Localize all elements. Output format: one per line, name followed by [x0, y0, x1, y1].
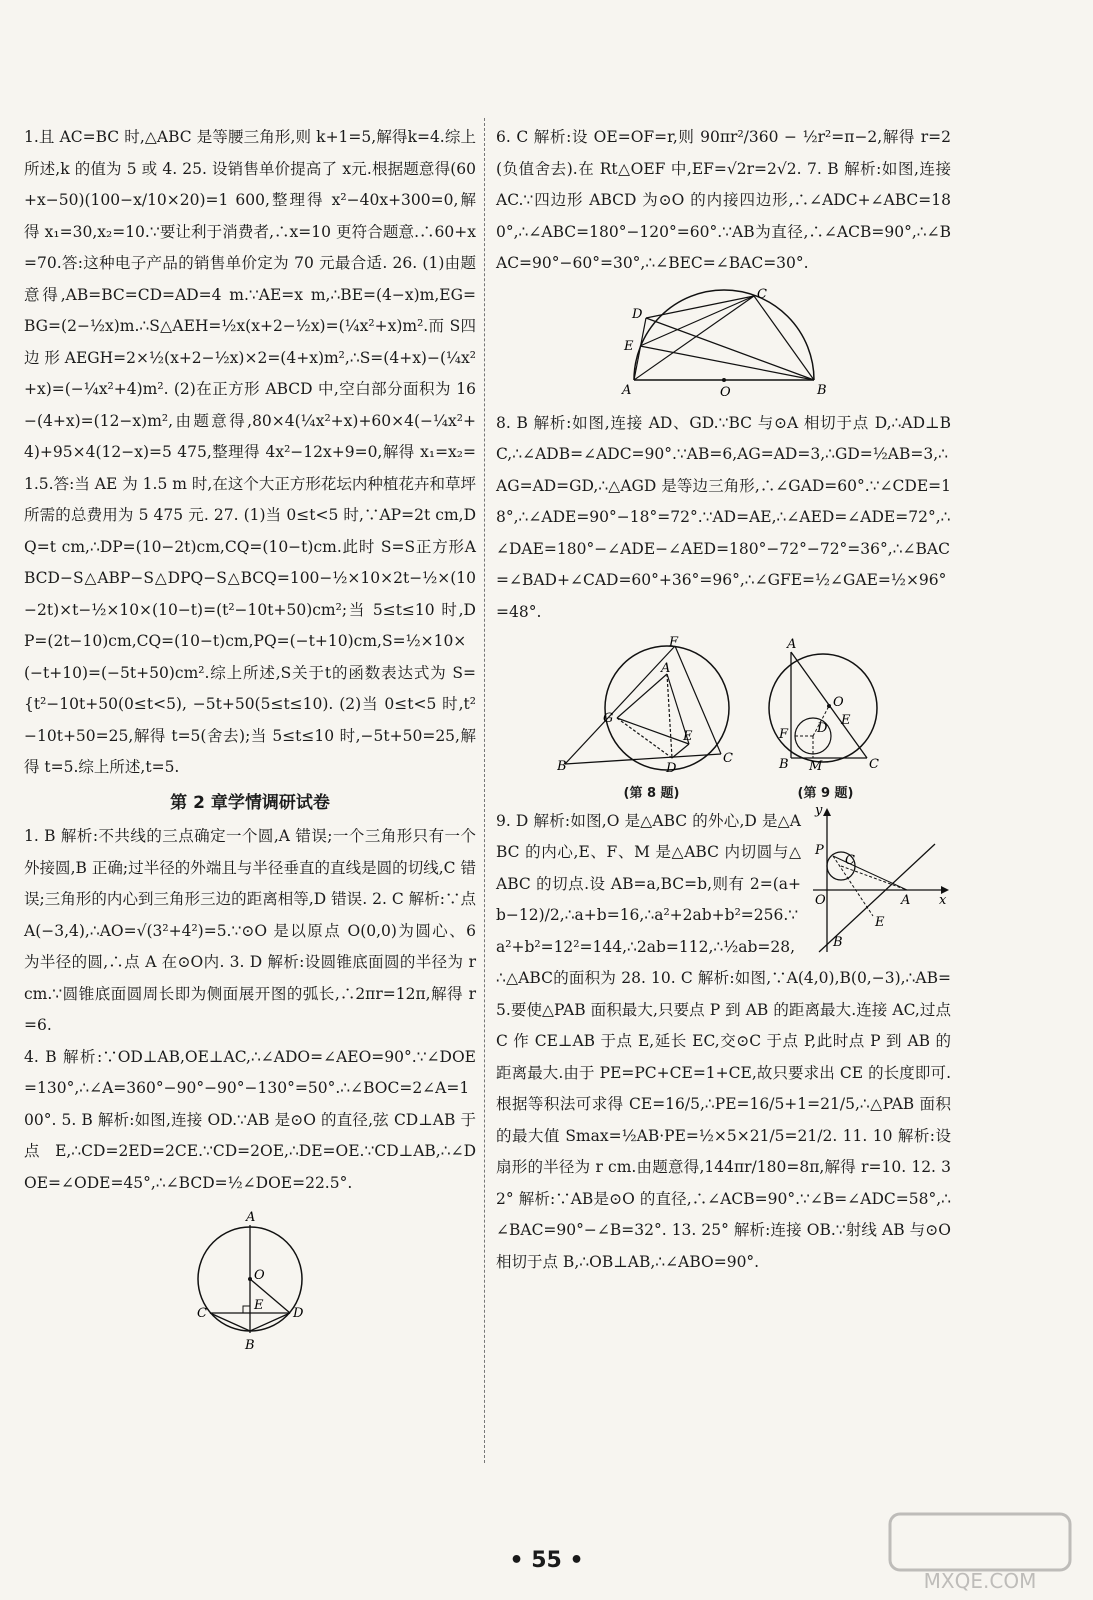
- section-heading: 第 2 章学情调研试卷: [170, 792, 330, 813]
- svg-text:D: D: [631, 306, 642, 322]
- svg-text:C: C: [845, 852, 855, 868]
- svg-text:M: M: [808, 759, 822, 774]
- answer-text-block: 8. B 解析:如图,连接 AD、GD.∵BC 与⊙A 相切于点 D,∴AD⊥BC,∴∠ADB=∠ADC=90°.∵AB=6,AG=AD=3,∴GD=½AB=3,∴AG=AD=GD,∴△AGD 是等边三角形,∴∠GAD=60°.∵∠CDE=18°,∴∠ADE=90°−18°=72°.∵AD=AE,∴∠AED=∠ADE=72°,∴∠DAE=180°−∠ADE−∠AED=180°−72°−72°=36°,∴∠BAC=∠BAD+∠CAD=60°+36°=96°,∴∠GFE=½∠GAE=½×96°=48°.: [496, 413, 951, 621]
- answer-text-block: 4. B 解析:∵OD⊥AB,OE⊥AC,∴∠ADO=∠AEO=90°.∵∠DOE=130°,∴∠A=360°−90°−90°−130°=50°.∴∠BOC=2∠A=100°. 5. B 解析:如图,连接 OD.∵AB 是⊙O 的直径,弦 CD⊥AB 于点 E,∴CD=2ED=2CE.∵CD=2OE,∴DE=OE.∵CD⊥AB,∴∠DOE=∠ODE=45°,∴∠BCD=½∠DOE=22.5°.: [24, 1047, 476, 1192]
- figure-q10: [811, 806, 951, 956]
- figure-q9: [761, 634, 891, 774]
- svg-text:B: B: [245, 1338, 255, 1353]
- svg-text:y: y: [815, 805, 823, 818]
- figure-q7: [614, 288, 834, 400]
- figure-caption: (第 8 题): [623, 785, 680, 801]
- figure-row-q8-q9: [496, 634, 951, 802]
- svg-text:x: x: [939, 892, 947, 908]
- svg-text:B: B: [778, 757, 789, 772]
- answer-text-block: 1.且 AC=BC 时,△ABC 是等腰三角形,则 k+1=5,解得k=4.综上所述,k 的值为 5 或 4. 25. 设销售单价提高了 x元.根据题意得(60+x−50)(100−x/10×20)=1 600,整理得 x²−40x+300=0,解得 x₁=30,x₂=10.∵要让利于消费者,∴x=10 更符合题意.∴60+x=70.答:这种电子产品的销售单价定为 70 元最合适. 26. (1)由题意得,AB=BC=CD=AD=4 m.∵AE=x m,∴BE=(4−x)m,EG=BG=(2−½x)m.∴S△AEH=½x(x+2−½x)=(¼x²+x)m².而 S四边形AEGH=2×½(x+2−½x)×2=(4+x)m²,∴S=(4+x)−(¼x²+x)=(−¼x²+4)m². (2)在正方形 ABCD 中,空白部分面积为 16−(4+x)=(12−x)m²,由题意得,80×4(¼x²+x)+60×4(−¼x²+4)+95×4(12−x)=5 475,整理得 4x²−12x+9=0,解得 x₁=x₂=1.5.答:当 AE 为 1.5 m 时,在这个大正方形花坛内种植花卉和草坪所需的总费用为 5 475 元. 27. (1)当 0≤t<5 时,∵AP=2t cm,DQ=t cm,∴DP=(10−2t)cm,CQ=(10−t)cm.此时 S=S正方形ABCD−S△ABP−S△DPQ−S△BCQ=100−½×10×2t−½×(10−2t)×t−½×10×(10−t)=(t²−10t+50)cm²;当 5≤t≤10 时,DP=(2t−10)cm,CQ=(10−t)cm,PQ=(−t+10)cm,S=½×10×(−t+10)=(−5t+50)cm².综上所述,S关于t的函数表达式为 S={t²−10t+50(0≤t<5), −5t+50(5≤t≤10). (2)当 0≤t<5 时,t²−10t+50=25,解得 t=5(舍去);当 5≤t≤10 时,−5t+50=25,解得 t=5.综上所述,t=5.: [24, 128, 476, 776]
- svg-text:O: O: [832, 695, 844, 710]
- svg-text:B: B: [556, 759, 567, 774]
- svg-text:G: G: [602, 711, 613, 726]
- svg-text:P: P: [815, 842, 824, 858]
- svg-text:F: F: [668, 635, 678, 650]
- svg-text:B: B: [833, 934, 843, 950]
- answer-text-inline: 9. D 解析:如图,O 是△ABC 的外心,D 是△ABC 的内心,E、F、M 是△ABC 内切圆与△ABC 的切点.设 AB=a,BC=b,则有 2=(a+b−12)/2,∴a+b=16,∴a²+2ab+b²=256.∵a²+b²=12²=144,∴2ab=112,∴½ab=28,∴△ABC的面积为 28. 10. C 解析:如图,∵A(4,0),B(0,−3),∴AB=5.要使△PAB 面积最大,只要点 P 到 AB 的距离最大.连接 AC,过点 C 作 CE⊥AB 于点 E,延长 EC,交⊙C 于点 P,此时点 P 到 AB 的距离最大.由于 PE=PC+CE=1+CE,故只要求出 CE 的长度即可.根据等积法可求得 CE=16/5,∴PE=16/5+1=21/5,∴△PAB 面积的最大值 Smax=½AB·PE=½×5×21/5=21/2. 11. 10 解析:设扇形的半径为 r cm.由题意得,144πr/180=8π,解得 r=10. 12. 32° 解析:∵AB是⊙O 的直径,∴∠ACB=90°.∵∠B=∠ADC=58°,∴∠BAC=90°−∠B=32°. 13. 25° 解析:连接 OB.∵射线 AB 与⊙O 相切于点 B,∴OB⊥AB,∴∠ABO=90°.: [496, 811, 951, 1271]
- page-number: • 55 •: [509, 1548, 584, 1573]
- svg-text:D: D: [293, 1306, 304, 1321]
- svg-text:D: D: [665, 761, 676, 774]
- svg-text:E: E: [254, 1298, 264, 1313]
- svg-text:B: B: [816, 382, 827, 398]
- svg-text:D: D: [816, 721, 827, 736]
- svg-text:C: C: [722, 751, 733, 766]
- svg-text:C: C: [756, 287, 767, 302]
- svg-text:E: E: [682, 729, 692, 744]
- svg-text:A: A: [660, 661, 670, 676]
- answer-text-block: 6. C 解析:设 OE=OF=r,则 90πr²/360 − ½r²=π−2,解得 r=2(负值舍去).在 Rt△OEF 中,EF=√2r=2√2. 7. B 解析:如图,连接 AC.∵四边形 ABCD 为⊙O 的内接四边形,∴∠ADC+∠ABC=180°,∴∠ABC=180°−120°=60°.∵AB为直径,∴∠ACB=90°,∴∠BAC=90°−60°=30°,∴∠BEC=∠BAC=30°.: [496, 128, 951, 272]
- watermark-text: MXQE.COM: [923, 1569, 1037, 1593]
- svg-text:C: C: [197, 1306, 207, 1321]
- svg-text:F: F: [778, 727, 788, 742]
- figure-q8: [557, 634, 747, 774]
- svg-text:A: A: [246, 1210, 256, 1225]
- watermark-logo: [880, 1508, 1080, 1594]
- svg-text:A: A: [621, 382, 631, 398]
- figure-q8-wrapper: [557, 634, 747, 802]
- svg-text:C: C: [868, 757, 879, 772]
- svg-text:A: A: [786, 637, 796, 652]
- column-divider: [484, 118, 485, 1463]
- left-column: [24, 122, 476, 1365]
- figure-caption: (第 9 题): [797, 785, 854, 801]
- svg-text:E: E: [623, 338, 633, 354]
- svg-text:E: E: [875, 914, 885, 930]
- answer-text-block: [496, 806, 951, 1279]
- answer-text-block: 1. B 解析:不共线的三点确定一个圆,A 错误;一个三角形只有一个外接圆,B 正确;过半径的外端且与半径垂直的直线是圆的切线,C 错误;三角形的内心到三角形三边的距离相等,D 错误. 2. C 解析:∵点 A(−3,4),∴AO=√(3²+4²)=5.∵⊙O 是以原点 O(0,0)为圆心、6 为半径的圆,∴点 A 在⊙O内. 3. D 解析:设圆锥底面圆的半径为 r cm.∵圆锥底面圆周长即为侧面展开图的弧长,∴2πr=12π,解得 r=6.: [24, 827, 476, 1034]
- svg-text:O: O: [254, 1268, 265, 1283]
- figure-q9-wrapper: [761, 634, 891, 802]
- figure-q5: [180, 1207, 320, 1357]
- svg-text:O: O: [815, 892, 826, 908]
- svg-text:E: E: [840, 713, 850, 728]
- right-column: [496, 122, 951, 1278]
- svg-text:O: O: [719, 384, 731, 400]
- svg-text:A: A: [901, 892, 911, 908]
